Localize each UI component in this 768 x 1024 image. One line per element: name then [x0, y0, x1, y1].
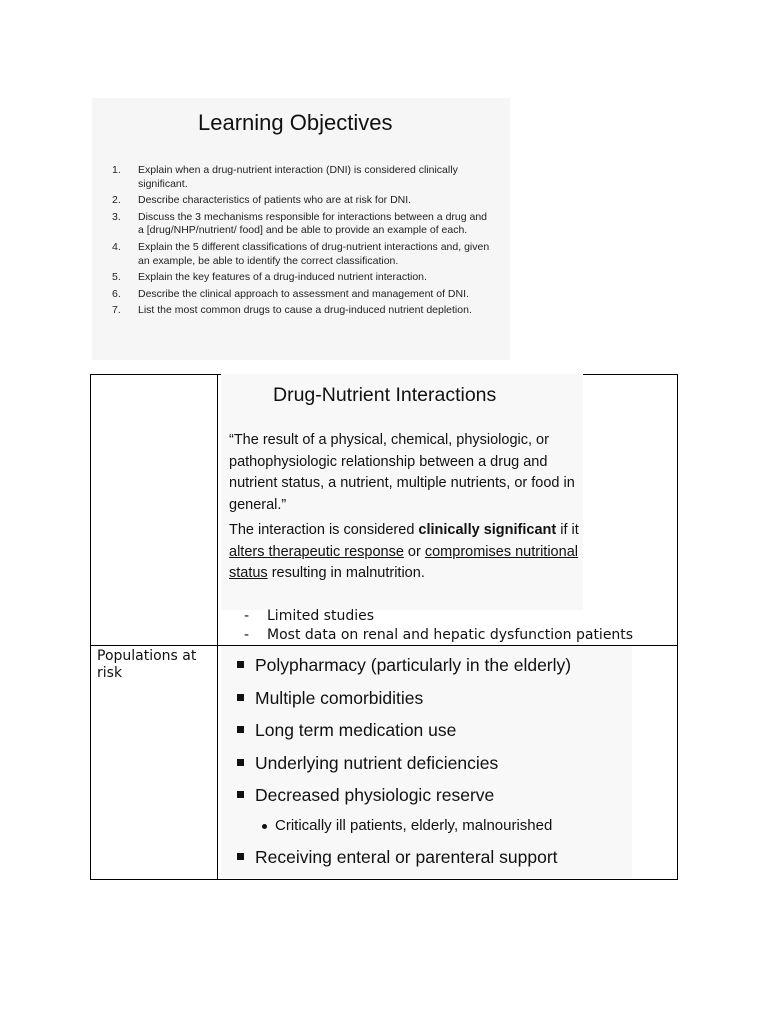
square-bullet-icon — [237, 759, 244, 766]
round-bullet-icon — [262, 824, 267, 829]
drug-nutrient-slide — [221, 374, 583, 610]
learning-objectives-title: Learning Objectives — [198, 110, 393, 135]
dni-notes-list — [244, 607, 633, 645]
objective-item: 2. Describe characteristics of patients who are at risk for DNI. — [112, 194, 412, 207]
square-bullet-icon — [237, 661, 244, 668]
list-item: Receiving enteral or parenteral support — [237, 844, 571, 877]
dni-significance-text: The interaction is considered clinically significant if it alters therapeutic response or compromises nutritional status resulting in malnutrition. — [229, 522, 579, 581]
square-bullet-icon — [237, 726, 244, 733]
list-item: Decreased physiologic reserve — [237, 782, 571, 815]
square-bullet-icon — [237, 791, 244, 798]
objective-item: 6. Describe the clinical approach to assessment and management of DNI. — [112, 287, 469, 300]
table-cell-label — [91, 375, 218, 646]
note-item: - Limited studies — [244, 607, 633, 626]
list-item: Multiple comorbidities — [237, 685, 571, 718]
objective-item: 5. Explain the key features of a drug-induced nutrient interaction. — [112, 271, 427, 284]
note-item: - Most data on renal and hepatic dysfunction patients — [244, 626, 633, 645]
square-bullet-icon — [237, 694, 244, 701]
dni-definition-quote: “The result of a physical, chemical, physiologic, or pathophysiologic relationship between a drug and nutrient status, a nutrient, multiple nutrients, or food in general.” — [229, 432, 575, 513]
learning-objectives-slide — [92, 98, 510, 360]
populations-slide — [221, 646, 632, 878]
objective-item: 4. Explain the 5 different classifications of drug-nutrient interactions and, given an example, be able to identify the correct classification. — [112, 240, 490, 267]
populations-at-risk-label: Populations at risk — [97, 648, 197, 681]
dni-slide-title: Drug-Nutrient Interactions — [273, 384, 497, 406]
list-item: Long term medication use — [237, 717, 571, 750]
objective-item: 7. List the most common drugs to cause a drug-induced nutrient depletion. — [112, 304, 472, 317]
square-bullet-icon — [237, 853, 244, 860]
list-item: Polypharmacy (particularly in the elderly) — [237, 652, 571, 685]
objective-item: 1. Explain when a drug-nutrient interaction (DNI) is considered clinically significant. — [112, 164, 458, 190]
populations-list — [237, 652, 571, 876]
list-subitem: Critically ill patients, elderly, malnourished — [237, 815, 571, 844]
objective-item: 3. Discuss the 3 mechanisms responsible for interactions between a drug and a [drug/NHP/nutrient/ food] and be able to provide an example of each. — [112, 210, 488, 237]
table-cell-label — [91, 646, 218, 880]
list-item: Underlying nutrient deficiencies — [237, 750, 571, 783]
learning-objectives-list — [112, 164, 492, 321]
